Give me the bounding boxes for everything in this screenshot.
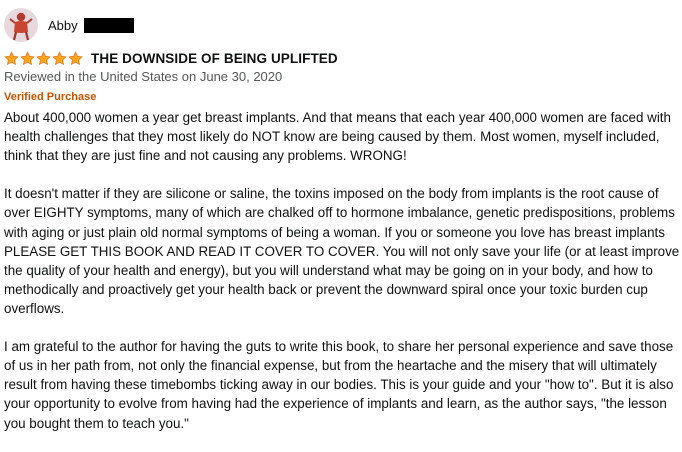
star-icon bbox=[20, 51, 35, 66]
avatar[interactable] bbox=[4, 8, 38, 42]
verified-purchase-badge: Verified Purchase bbox=[4, 91, 97, 103]
review-paragraph: I am grateful to the author for having the guts to write this book, to share her personal experience and save those of us in her path from, not only the financial expense, but from the heartache and the misery that will ultimately result from having these timebombs ticking away in our bodies. This is your guide and your "how to". But it is also your opportunity to evolve from having had the experience of implants and learn, as the author says, "the lesson you bought them to teach you." bbox=[4, 339, 674, 431]
star-icon bbox=[36, 51, 51, 66]
review-paragraph: It doesn't matter if they are silicone or saline, the toxins imposed on the body from implants is the root cause of over EIGHTY symptoms, many of which are chalked off to hormone imbalance, genetic predispositions, problems with aging or just plain old normal symptoms of being a woman. If you or someone you love has breast implants PLEASE GET THIS BOOK AND READ IT COVER TO COVER. You will not only save your life (or at least improve the quality of your health and energy), but you will understand what may be going on in your body, and how to methodically and proactively get your health back or prevent the downward spiral once your toxic burden cup overflows. bbox=[4, 186, 680, 316]
avatar-figure-icon bbox=[4, 8, 38, 42]
star-icon bbox=[4, 51, 19, 66]
redaction-bar bbox=[84, 18, 134, 33]
reviewer-profile[interactable] bbox=[4, 8, 134, 42]
review-paragraph: About 400,000 women a year get breast implants. And that means that each year 400,000 women are faced with health challenges that they most likely do NOT know are being caused by them. Most women, myself included, think that they are just fine and not causing any problems. WRONG! bbox=[4, 110, 671, 164]
star-rating[interactable] bbox=[4, 51, 83, 66]
review-body bbox=[4, 108, 682, 452]
rating-row bbox=[4, 49, 338, 67]
review-date: Reviewed in the United States on June 30, 2020 bbox=[4, 69, 283, 84]
review-title[interactable]: THE DOWNSIDE OF BEING UPLIFTED bbox=[91, 50, 338, 66]
star-icon bbox=[52, 51, 67, 66]
star-icon bbox=[68, 51, 83, 66]
reviewer-name[interactable]: Abby bbox=[48, 17, 78, 33]
